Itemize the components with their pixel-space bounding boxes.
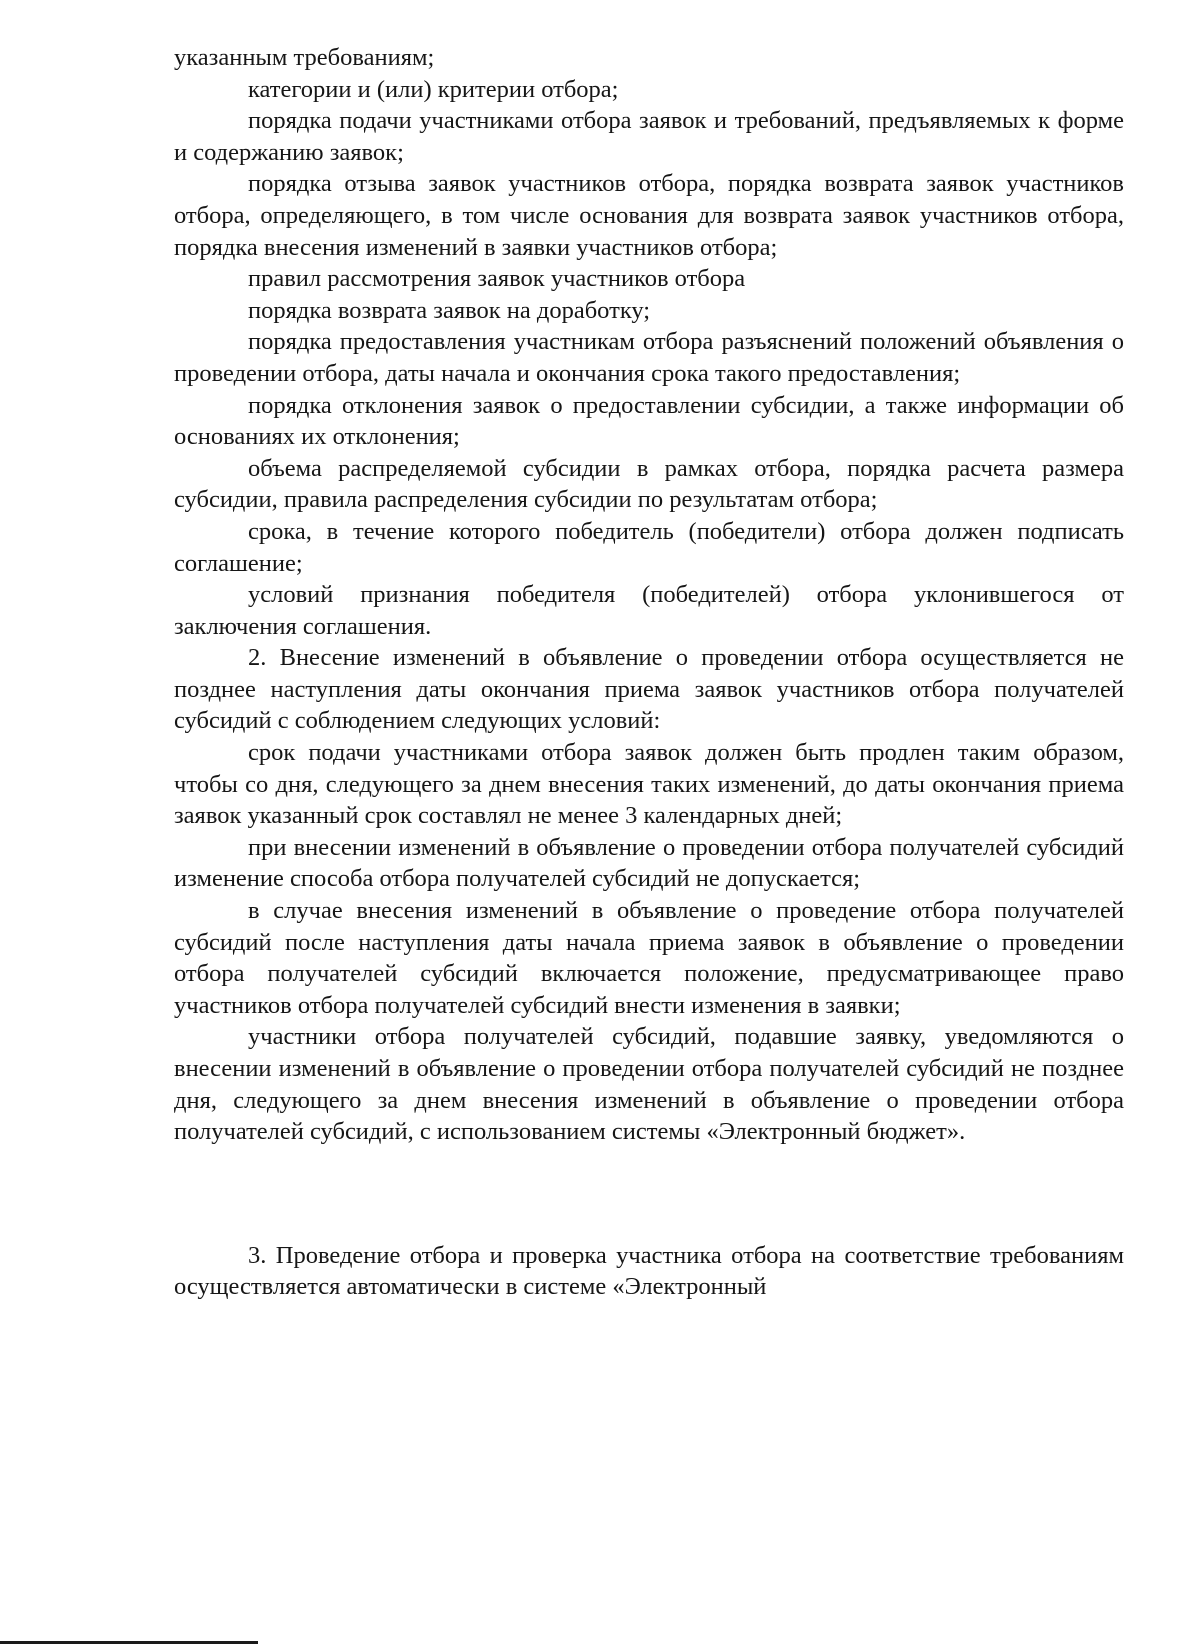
bottom-divider: [0, 1641, 258, 1644]
paragraph-requirements-end: указанным требованиям;: [174, 44, 435, 71]
paragraph-selection-criteria: категории и (или) критерии отбора;: [248, 75, 619, 103]
paragraph-application-withdrawal: порядка отзыва заявок участников отбора, порядка возврата заявок участников отбора, определяющего, в том числе основания для возврата заявок участников отбора, порядка внесения изменений в заявки участников отбора;: [174, 170, 1124, 261]
paragraph-evasion-conditions: условий признания победителя (победителей) отбора уклонившегося от заключения соглашения.: [174, 581, 1124, 640]
paragraph-section-3: 3. Проведение отбора и проверка участника отбора на соответствие требованиям осуществляется автоматически в системе «Электронный: [174, 1241, 1124, 1301]
paragraph-participant-notification: участники отбора получателей субсидий, подавшие заявку, уведомляются о внесении изменений в объявление о проведении отбора получателей субсидий не позднее дня, следующего за днем внесения изменений в объявление о проведении отбора получателей субсидий, с использованием системы «Электронный бюджет».: [174, 1023, 1124, 1146]
paragraph-section-2: 2. Внесение изменений в объявление о проведении отбора осуществляется не позднее наступления даты окончания приема заявок участников отбора получателей субсидий с соблюдением следующих условий:: [174, 644, 1124, 735]
paragraph-application-submission: порядка подачи участниками отбора заявок и требований, предъявляемых к форме и содержанию заявок;: [174, 107, 1124, 166]
document-body: [174, 42, 1124, 1303]
paragraph-subsidy-volume: объема распределяемой субсидии в рамках отбора, порядка расчета размера субсидии, правила распределения субсидии по результатам отбора;: [174, 454, 1124, 514]
paragraph-amendment-right: в случае внесения изменений в объявление о проведение отбора получателей субсидий после наступления даты начала приема заявок в объявление о проведении отбора получателей субсидий включается положение, предусматривающее право участников отбора получателей субсидий внести изменения в заявки;: [174, 897, 1124, 1019]
paragraph-agreement-deadline: срока, в течение которого победитель (победители) отбора должен подписать соглашение;: [174, 517, 1124, 577]
paragraph-method-change: при внесении изменений в объявление о проведении отбора получателей субсидий изменение способа отбора получателей субсидий не допускается;: [174, 833, 1124, 893]
paragraph-deadline-extension: срок подачи участниками отбора заявок должен быть продлен таким образом, чтобы со дня, следующего за днем внесения таких изменений, до даты окончания приема заявок указанный срок составлял не менее 3 календарных дней;: [174, 739, 1124, 830]
paragraph-review-rules: правил рассмотрения заявок участников отбора: [248, 265, 746, 293]
paragraph-rejection: порядка отклонения заявок о предоставлении субсидии, а также информации об основаниях их отклонения;: [174, 391, 1124, 451]
paragraph-clarifications: порядка предоставления участникам отбора разъяснений положений объявления о проведении отбора, даты начала и окончания срока такого предоставления;: [174, 328, 1124, 387]
paragraph-return-for-revision: порядка возврата заявок на доработку;: [248, 296, 651, 324]
